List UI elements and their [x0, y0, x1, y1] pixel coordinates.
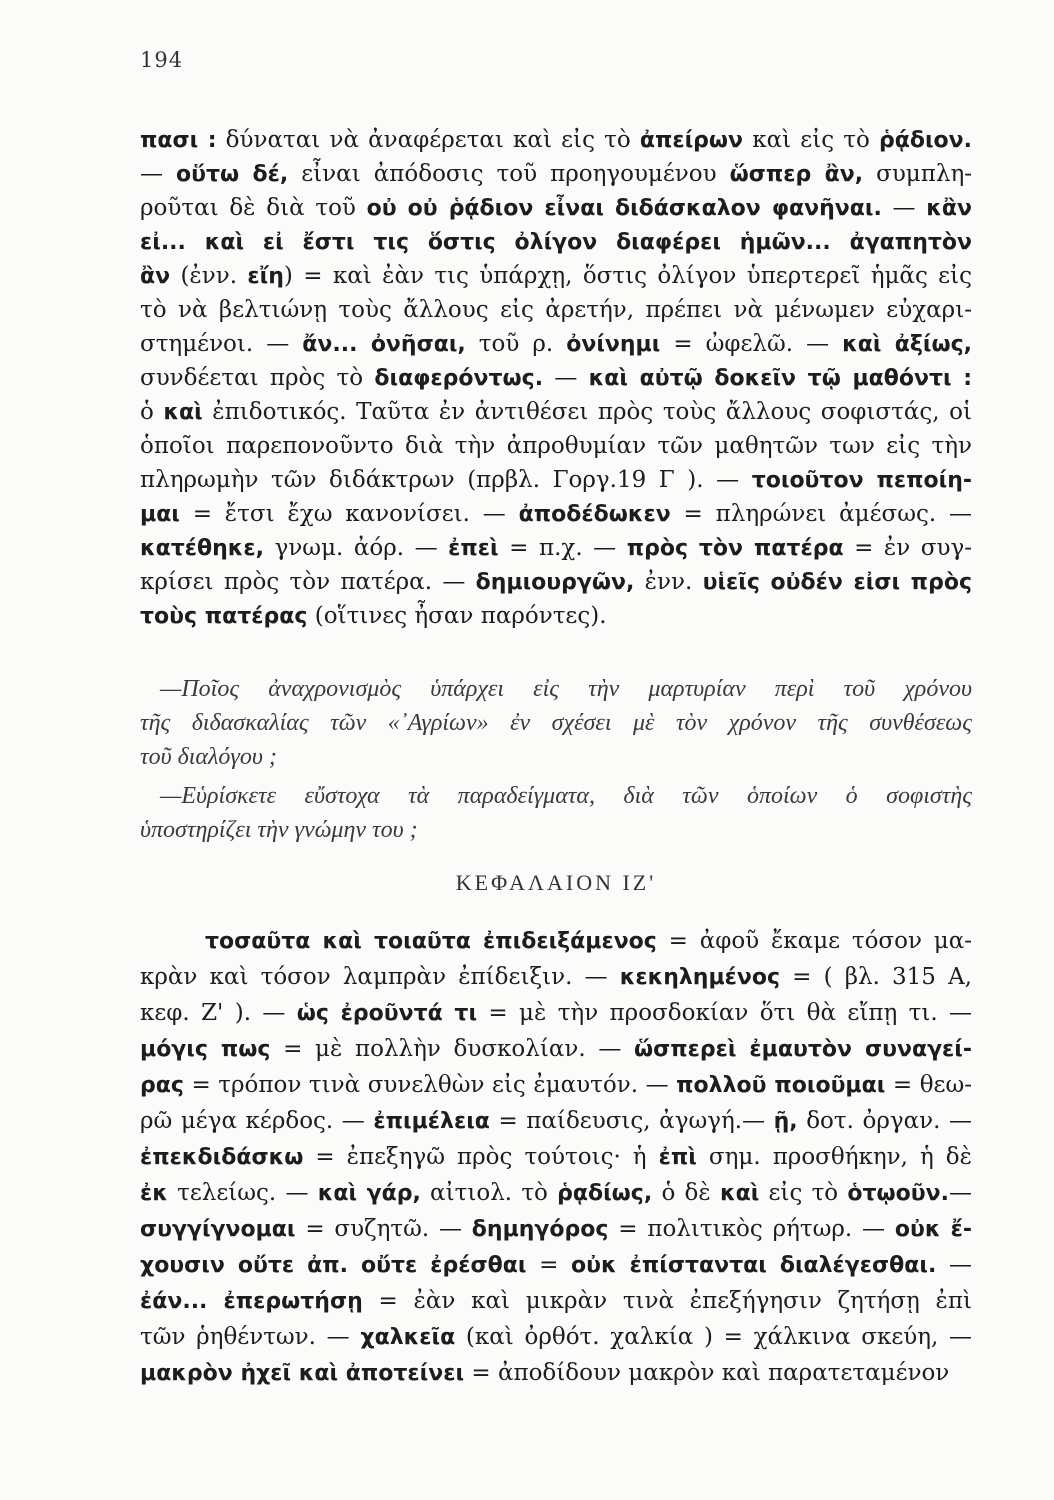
text-line: [140, 395, 972, 430]
text-segment: = μὲ τὴν προσδοκίαν ὅτι θὰ εἴπῃ τι. —: [477, 1000, 973, 1026]
text-segment: = π.χ. —: [498, 535, 627, 561]
bold-term: ἐπεὶ: [448, 536, 499, 561]
text-segment: εἶναι ἀπόδοσις τοῦ προηγουμένου: [288, 161, 730, 187]
bold-term: εἰ... καὶ εἰ ἔστι τις ὅστις ὀλίγον διαφέρει ἡμῶν... ἀγαπητὸν: [140, 230, 972, 255]
bold-term: καὶ αὐτῷ δοκεῖν τῷ μαθόντι :: [588, 366, 973, 391]
bold-term: καὶ ἀξίως,: [842, 332, 972, 357]
text-segment: σημ. προσθήκην, ἡ δὲ: [696, 1144, 972, 1170]
text-segment: κεφ. Ζ' ). —: [140, 1000, 297, 1026]
bold-term: οὐκ ἔ-: [894, 1217, 973, 1242]
text-segment: = ἐπεξηγῶ πρὸς τούτοις· ἡ: [303, 1144, 659, 1170]
text-line: [140, 497, 972, 532]
text-segment: συνδέεται πρὸς τὸ: [140, 365, 375, 391]
text-segment: συμπλη-: [863, 161, 972, 187]
bold-term: οὐ οὐ ῥᾴδιον εἶναι διδάσκαλον φανῆναι.: [366, 196, 882, 221]
bold-term: ῥᾳδίως,: [557, 1181, 653, 1206]
text-segment: =: [526, 1252, 571, 1278]
bold-term: κεκηλημένος: [619, 965, 781, 990]
text-segment: = τρόπον τινὰ συνελθὼν εἰς ἐμαυτόν. —: [183, 1072, 677, 1098]
text-segment: = πληρώνει ἀμέσως. —: [670, 501, 972, 527]
text-line: [140, 531, 972, 566]
text-segment: κρίσει πρὸς τὸν πατέρα. —: [140, 569, 476, 595]
bold-term: ἐπεκδιδάσκω: [140, 1145, 304, 1170]
text-line: [140, 1284, 972, 1319]
text-segment: τῶν ῥηθέντων. —: [140, 1324, 361, 1350]
text-segment: = θεω-: [885, 1072, 972, 1098]
text-line: [140, 1356, 972, 1391]
text-segment: ὑποστηρίζει τὴν γνώμην του ;: [140, 817, 418, 843]
text-line: [140, 123, 972, 158]
text-line: [140, 429, 972, 463]
bold-term: κατέθηκε,: [140, 536, 265, 561]
bold-term: ῇ,: [773, 1109, 798, 1134]
text-line: [140, 1320, 972, 1355]
text-line: [140, 565, 972, 600]
question-line: [160, 672, 972, 706]
question-line: [140, 813, 972, 847]
text-segment: ρῶ μέγα κέρδος. —: [140, 1108, 374, 1134]
text-line: [140, 1032, 972, 1067]
bold-term: καὶ γάρ,: [317, 1181, 421, 1206]
bold-term: ἄν... ὀνῆσαι,: [302, 332, 466, 357]
bold-term: ὀνίνημι: [566, 332, 661, 357]
bold-term: ἐπὶ: [658, 1145, 697, 1170]
text-segment: = ἐὰν καὶ μικρὰν τινὰ ἐπεξήγησιν ζητήσῃ ἐπὶ: [362, 1288, 972, 1314]
bold-term: εἴη: [247, 264, 284, 289]
text-segment: = παίδευσις, ἀγωγή.—: [489, 1108, 774, 1134]
bold-term: πασι :: [140, 128, 217, 153]
bold-term: κἂν: [926, 196, 972, 221]
text-line: [140, 960, 972, 995]
bold-term: καὶ: [719, 1181, 760, 1206]
bold-term: δημηγόρος: [471, 1217, 609, 1242]
text-segment: τῆς διδασκαλίας τῶν «᾿Αγρίων» ἐν σχέσει μὲ τὸν χρόνον τῆς συνθέσεως: [140, 710, 972, 736]
text-segment: ) = καὶ ἐὰν τις ὑπάρχῃ, ὅστις ὀλίγον ὑπερτερεῖ ἡμᾶς εἰς: [283, 263, 972, 289]
text-segment: = ἐν συγ-: [843, 535, 972, 561]
text-line: [140, 1212, 972, 1247]
text-segment: ροῦται δὲ διὰ τοῦ: [140, 195, 367, 221]
bold-term: ἂν: [140, 264, 171, 289]
bold-term: ὥσπερεὶ ἐμαυτὸν συναγεί-: [633, 1037, 972, 1062]
text-segment: εἰς τὸ: [759, 1180, 848, 1206]
text-segment: ὁποῖοι παρεπονοῦντο διὰ τὴν ἀπροθυμίαν τῶν μαθητῶν των εἰς τὴν: [140, 433, 972, 459]
bold-term: ρας: [140, 1073, 184, 1098]
text-line: [140, 1248, 972, 1283]
bold-term: μαι: [140, 502, 180, 527]
page-number: 194: [140, 48, 184, 72]
text-segment: —Εὑρίσκετε εὔστοχα τὰ παραδείγματα, διὰ τῶν ὁποίων ὁ σοφιστὴς: [160, 783, 972, 809]
bold-term: ῥᾴδιον.: [878, 128, 972, 153]
question-line: [140, 706, 972, 740]
text-line: [140, 599, 972, 634]
question-line: [160, 779, 972, 813]
chapter-title: ΚΕΦΑΛΑΙΟΝ ΙΖ': [455, 870, 657, 895]
text-segment: ἐνν.: [634, 569, 703, 595]
text-line: [140, 191, 972, 226]
text-line: [140, 1140, 972, 1175]
text-segment: τὸ νὰ βελτιώνῃ τοὺς ἄλλους εἰς ἀρετήν, πρέπει νὰ μένωμεν εὐχαρι-: [140, 297, 972, 323]
text-segment: = ἀποδίδουν μακρὸν καὶ παρατεταμένον: [464, 1360, 950, 1386]
bold-term: οὕτω δέ,: [176, 162, 289, 187]
text-line: [140, 293, 972, 327]
text-segment: τοῦ ρ.: [465, 331, 567, 357]
text-line: [140, 225, 972, 260]
text-line: [140, 996, 972, 1031]
text-segment: (ἐνν.: [170, 263, 248, 289]
text-line: [205, 924, 972, 959]
bold-term: μόγις πως: [140, 1037, 271, 1062]
bold-term: δημιουργῶν,: [475, 570, 635, 595]
bold-term: ὥσπερ ἂν,: [729, 162, 864, 187]
text-segment: ὁ δὲ: [652, 1180, 720, 1206]
text-line: [140, 463, 972, 498]
bold-term: ἀπείρων: [639, 128, 744, 153]
text-segment: δοτ. ὀργαν. —: [797, 1108, 972, 1134]
bold-term: χουσιν οὔτε ἀπ. οὔτε ἐρέσθαι: [140, 1253, 527, 1278]
bold-term: πρὸς τὸν πατέρα: [626, 536, 844, 561]
text-segment: ὁ: [140, 399, 164, 425]
text-segment: κρὰν καὶ τόσον λαμπρὰν ἐπίδειξιν. —: [140, 964, 620, 990]
text-segment: —: [140, 161, 177, 187]
bold-term: ἐάν... ἐπερωτήσῃ: [140, 1289, 363, 1314]
text-segment: = συζητῶ. —: [295, 1216, 472, 1242]
bold-term: χαλκεῖα: [360, 1325, 456, 1350]
bold-term: διαφερόντως.: [374, 366, 544, 391]
bold-term: τοὺς πατέρας: [140, 604, 308, 629]
text-line: [140, 1176, 972, 1211]
bold-term: οὐκ ἐπίστανται διαλέγεσθαι.: [571, 1253, 937, 1278]
bold-term: συγγίγνομαι: [140, 1217, 296, 1242]
text-segment: ἐπιδοτικός. Ταῦτα ἐν ἀντιθέσει πρὸς τοὺς ἄλλους σοφιστάς, οἱ: [202, 399, 972, 425]
bold-term: υἱεῖς οὐδέν εἰσι πρὸς: [702, 570, 972, 595]
text-segment: = ἔτσι ἔχω κανονίσει. —: [179, 501, 519, 527]
bold-term: ἀποδέδωκεν: [518, 502, 671, 527]
bold-term: ἐκ: [140, 1181, 168, 1206]
text-segment: δύναται νὰ ἀναφέρεται καὶ εἰς τὸ: [216, 127, 640, 153]
text-segment: —Ποῖος ἀναχρονισμὸς ὑπάρχει εἰς τὴν μαρτυρίαν περὶ τοῦ χρόνου: [160, 676, 972, 702]
bold-term: ὡς ἐροῦντά τι: [296, 1001, 478, 1026]
text-line: [140, 361, 972, 396]
text-segment: —: [948, 1180, 972, 1206]
text-segment: —: [936, 1252, 972, 1278]
bold-term: ἐπιμέλεια: [373, 1109, 490, 1134]
bold-term: καὶ: [163, 400, 203, 425]
text-segment: = ὠφελῶ. —: [660, 331, 843, 357]
text-segment: = μὲ πολλὴν δυσκολίαν. —: [270, 1036, 634, 1062]
text-segment: (καὶ ὀρθότ. χαλκία ) = χάλκινα σκεύη, —: [455, 1324, 973, 1350]
bold-term: μακρὸν ἠχεῖ καὶ ἀποτείνει: [140, 1361, 465, 1386]
text-line: [140, 157, 972, 192]
text-segment: —: [543, 365, 589, 391]
text-segment: τελείως. —: [167, 1180, 318, 1206]
text-line: [140, 259, 972, 294]
text-segment: (οἵτινες ἦσαν παρόντες).: [307, 603, 607, 629]
text-line: [140, 1068, 972, 1103]
text-segment: = ( βλ. 315 Α,: [780, 964, 972, 990]
text-segment: πληρωμὴν τῶν διδάκτρων (πρβλ. Γοργ.19 Γ ). —: [140, 467, 752, 493]
question-line: [140, 740, 972, 774]
text-segment: αἰτιολ. τὸ: [420, 1180, 558, 1206]
bold-term: ὁτῳοῦν.: [847, 1181, 949, 1206]
text-segment: καὶ εἰς τὸ: [743, 127, 879, 153]
text-segment: —: [881, 195, 927, 221]
bold-term: πολλοῦ ποιοῦμαι: [676, 1073, 886, 1098]
text-segment: στημένοι. —: [140, 331, 303, 357]
text-segment: = πολιτικὸς ρήτωρ. —: [608, 1216, 895, 1242]
text-segment: = ἀφοῦ ἔκαμε τόσον μα-: [656, 928, 972, 954]
bold-term: τοσαῦτα καὶ τοιαῦτα ἐπιδειξάμενος: [205, 929, 657, 954]
text-line: [140, 327, 972, 362]
text-segment: γνωμ. ἀόρ. —: [264, 535, 449, 561]
text-segment: τοῦ διαλόγου ;: [140, 744, 277, 770]
text-line: [140, 1104, 972, 1139]
bold-term: τοιοῦτον πεποίη-: [751, 468, 972, 493]
